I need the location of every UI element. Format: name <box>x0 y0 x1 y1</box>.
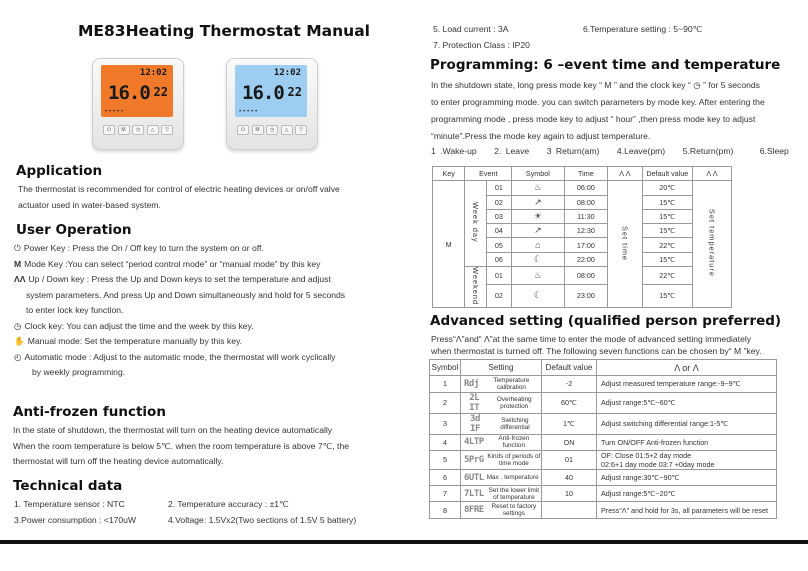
adjust-description: Turn ON/OFF Anti-frozen function <box>597 434 777 450</box>
table-row: 02 ☾ 23:00 15℃ <box>433 284 732 307</box>
default-value: 40 <box>542 469 597 485</box>
tech-voltage: 4.Voltage: 1.5Vx2(Two sections of 1.5V 5 battery) <box>168 515 357 525</box>
adjust-description: Adjust range:5℃~20℃ <box>597 486 777 502</box>
setting-label: Switching differential <box>500 416 530 431</box>
table-row: 06 ☾ 22:00 15℃ <box>433 252 732 266</box>
lcd-symbol: 7LTL <box>464 488 484 499</box>
power-icon: ⏻ <box>14 243 21 253</box>
tech-sensor: 1. Temperature sensor : NTC <box>14 499 125 509</box>
symbol-number: 7 <box>430 486 461 502</box>
moon-icon: ☾ <box>512 284 564 307</box>
setting-label: Temperature calibration <box>493 376 530 391</box>
symbol-number: 1 <box>430 376 461 392</box>
power-key-item: ⏻ Power Key : Press the On / Off key to turn the system on or off. <box>14 241 345 257</box>
default-value <box>542 502 597 518</box>
device-keypad <box>237 125 307 135</box>
up-down-icon: ΛɅ <box>14 274 26 285</box>
setting-label: Max . temperature <box>486 474 539 482</box>
programming-table <box>432 166 732 308</box>
key-cell: M <box>433 181 465 308</box>
table-row <box>430 450 777 469</box>
table-row: 04 ↗ 12:30 15℃ <box>433 224 732 238</box>
advanced-heading: Advanced setting (qualified person preferred) <box>430 313 782 329</box>
wake-up-icon: ♨ <box>512 181 564 195</box>
symbol-number: 2 <box>430 392 461 413</box>
weekend-label: Weekend <box>470 267 480 306</box>
device-power-key: ⏻ <box>103 125 115 135</box>
device-up-key: △ <box>147 125 159 135</box>
wake-up-icon: ♨ <box>512 267 564 285</box>
adjust-description: Press“Λ” and hold for 3s, all parameters will be reset <box>597 502 777 518</box>
device-down-key: ▽ <box>295 125 307 135</box>
technical-heading: Technical data <box>13 478 123 494</box>
hand-icon: ✋ <box>14 336 25 347</box>
symbol-number: 6 <box>430 469 461 485</box>
lcd-clock: 12:02 <box>139 68 167 78</box>
default-value: 01 <box>542 450 597 469</box>
table-row: 05 ⌂ 17:00 22℃ <box>433 238 732 252</box>
device-clock-key: ◷ <box>266 125 278 135</box>
lcd-room-temp: 16.0 <box>242 82 284 104</box>
clock-key-item: ◷ Clock key: You can adjust the time and the week by this key. <box>14 319 345 335</box>
setting-label: Overheating protection <box>496 395 532 410</box>
default-value: ON <box>542 434 597 450</box>
manual-title: ME83Heating Thermostat Manual <box>78 22 370 40</box>
default-value: -2 <box>542 376 597 392</box>
mode-key-item: M Mode Key :You can select “period control mode” or “manual mode” by this key <box>14 257 345 273</box>
table-row <box>430 434 777 450</box>
adjust-description: OF: Close 01:5+2 day mode 02:6+1 day mode 03:7 +0day mode <box>597 450 777 469</box>
lcd-clock: 12:02 <box>273 68 301 78</box>
advanced-table <box>429 359 777 519</box>
symbol-number: 3 <box>430 413 461 434</box>
clock-icon: ◷ <box>14 320 22 331</box>
tech-load: 5. Load current : 3A <box>433 24 509 34</box>
orange-lcd-screen: 12:02 16.0 22 ▸▸▸▸▸ <box>101 65 173 117</box>
automatic-mode-item-cont: by weekly programming. <box>32 367 126 378</box>
symbol-number: 4 <box>430 434 461 450</box>
lcd-room-temp: 16.0 <box>108 82 150 104</box>
sun-icon: ☀ <box>512 209 564 223</box>
device-mode-key: M <box>118 125 130 135</box>
application-line-1: The thermostat is recommended for control of electric heating devices or on/off valve <box>18 184 340 194</box>
advanced-line-2: when thermostat is turned off. The following seven functions can be chosen by“ M ”key. <box>431 346 762 356</box>
symbol-number: 8 <box>430 502 461 518</box>
up-down-key-item-cont: system parameters. And press Up and Down simultaneously and hold for 5 seconds <box>26 289 346 300</box>
programming-text: In the shutdown state, long press mode key “ M ” and the clock key “ ◷ ” for 5 seconds to enter programming mode. you can switch parameters by mode key. After entering the programming mode , press mode key to adjust “ hour” ,then press mode key to adjust “minute”.Press the mode key again to adjust temperature. <box>431 80 765 141</box>
mode-icon: M <box>14 258 22 269</box>
lcd-symbol: 2L IT <box>469 392 480 413</box>
adjust-description: Adjust range:30℃~90℃ <box>597 469 777 485</box>
table-row: 03 ☀ 11:30 15℃ <box>433 209 732 223</box>
table-row <box>430 392 777 413</box>
programming-heading: Programming: 6 –event time and temperature <box>430 57 781 73</box>
table-row <box>430 486 777 502</box>
table-header-row: Key Event Symbol Time Λ Ʌ Default value Λ Ʌ <box>433 167 732 181</box>
moon-icon: ☾ <box>512 252 564 266</box>
lcd-symbol: 5PrG <box>464 454 484 465</box>
automatic-mode-item: ◴ Automatic mode : Adjust to the automatic mode, the thermostat will work cyclically <box>14 350 345 366</box>
lcd-symbol: Rdj <box>464 378 479 389</box>
setting-label: Kinds of periods of time mode <box>487 452 541 467</box>
device-keypad <box>103 125 173 135</box>
manual-mode-item: ✋ Manual mode: Set the temperature manually by this key. <box>14 334 345 350</box>
default-value: 60℃ <box>542 392 597 413</box>
lcd-symbol: 4LTP <box>464 437 484 448</box>
symbol-number: 5 <box>430 450 461 469</box>
set-temperature-label: Set temperature <box>707 209 717 278</box>
leave-icon: ↗ <box>512 224 564 238</box>
application-heading: Application <box>16 163 103 179</box>
thermostat-orange <box>92 58 184 150</box>
lcd-set-temp: 22 <box>153 85 168 99</box>
table-row: Weekend 01 ♨ 08:00 22℃ <box>433 267 732 285</box>
up-down-key-item: ΛɅ Up / Down key : Press the Up and Down keys to set the temperature and adjust <box>14 272 345 288</box>
table-row <box>430 413 777 434</box>
default-value: 10 <box>542 486 597 502</box>
anti-frozen-text: In the state of shutdown, the thermostat will turn on the heating device automatically When the room temperature is below 5℃. when the room temperature is above 7℃, the thermostat will turn off the heating device automatically. <box>13 425 350 466</box>
up-down-key-item-cont2: to enter lock key function. <box>26 305 124 316</box>
table-row <box>430 376 777 392</box>
table-row: 02 ↗ 08:00 15℃ <box>433 195 732 209</box>
home-icon: ⌂ <box>512 238 564 252</box>
leave-icon: ↗ <box>512 195 564 209</box>
device-mode-key: M <box>252 125 264 135</box>
tech-temp-setting: 6.Temperature setting : 5~90℃ <box>583 24 703 34</box>
lcd-symbol: 3d IF <box>470 413 480 434</box>
blue-lcd-screen: 12:02 16.0 22 ▸▸▸▸▸ <box>235 65 307 117</box>
table-header-row: Symbol Setting Default value Λ or Ʌ <box>430 360 777 376</box>
setting-label: Reset to factory settings <box>491 503 537 518</box>
device-down-key: ▽ <box>161 125 173 135</box>
table-row <box>430 502 777 518</box>
adjust-description: Adjust switching differential range:1-5℃ <box>597 413 777 434</box>
setting-label: Set the lower limit of temperature <box>488 486 540 501</box>
table-row <box>430 469 777 485</box>
table-row: M Week day 01 ♨ 06:00 Set time 20℃ Set temperature <box>433 181 732 195</box>
adjust-description: Adjust range:5℃~60℃ <box>597 392 777 413</box>
programming-events: 1 .Wake-up 2. Leave 3 Return(am) 4.Leave(pm) 5.Return(pm) 6.Sleep <box>431 146 789 156</box>
thermostat-blue <box>226 58 318 150</box>
tech-power: 3.Power consumption : <170uW <box>14 515 137 525</box>
anti-frozen-heading: Anti-frozen function <box>13 404 166 420</box>
lcd-symbol: 6UTL <box>464 472 484 483</box>
weekday-label: Week day <box>470 202 480 244</box>
lcd-symbol: 8FRE <box>464 505 484 516</box>
set-time-label: Set time <box>620 225 630 261</box>
device-power-key: ⏻ <box>237 125 249 135</box>
application-line-2: actuator used in water-based system. <box>18 200 161 210</box>
tech-protection: 7. Protection Class : IP20 <box>433 40 530 50</box>
advanced-line-1: Press“Λ”and“ Ʌ”at the same time to enter the mode of advanced setting immediately <box>431 334 752 344</box>
page-bottom-rule <box>0 540 808 544</box>
lcd-set-temp: 22 <box>287 85 302 99</box>
adjust-description: Adjust measured temperature range:-9~9℃ <box>597 376 777 392</box>
user-operation-list <box>14 241 345 381</box>
setting-label: Anti-frozen function <box>498 435 530 450</box>
device-clock-key: ◷ <box>132 125 144 135</box>
auto-clock-icon: ◴ <box>14 351 22 362</box>
user-operation-heading: User Operation <box>16 222 132 238</box>
default-value: 1℃ <box>542 413 597 434</box>
device-up-key: △ <box>281 125 293 135</box>
tech-accuracy: 2. Temperature accuracy : ±1℃ <box>168 499 289 509</box>
